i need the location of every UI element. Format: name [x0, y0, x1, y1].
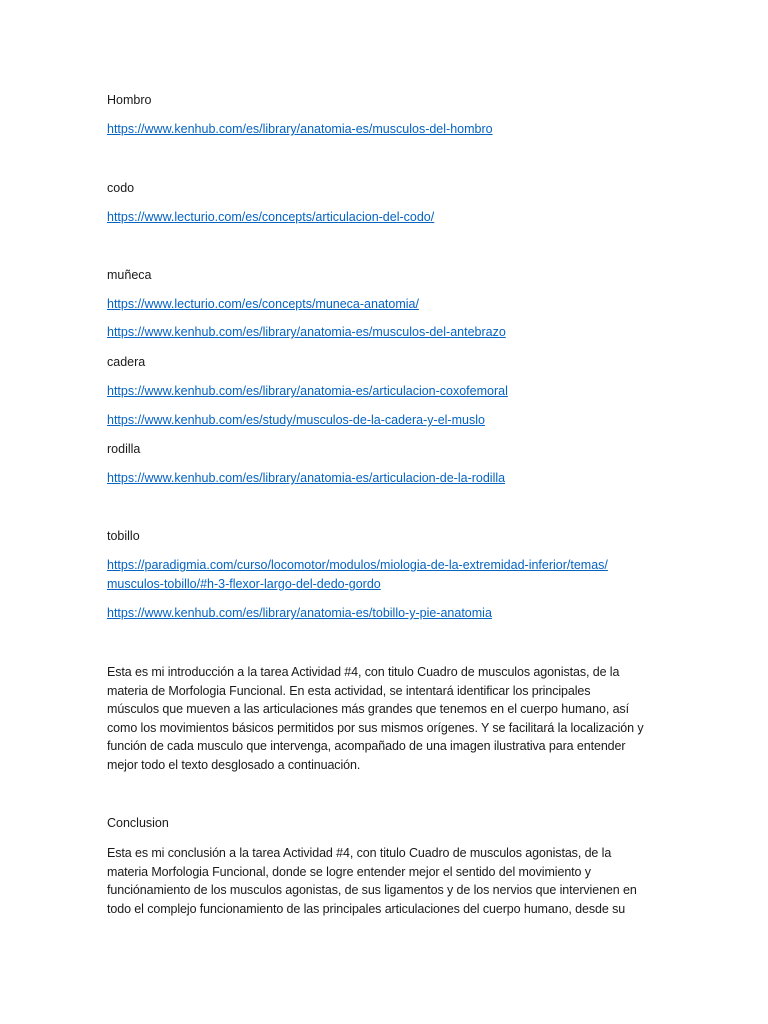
heading-codo: codo: [107, 181, 135, 195]
intro-line: como los movimientos básicos permitidos por sus mismos orígenes. Y se facilitará la localización y: [107, 720, 644, 735]
link-muneca-1[interactable]: https://www.lecturio.com/es/concepts/muneca-anatomia/: [107, 297, 419, 311]
link-tobillo-1-line-1: https://paradigmia.com/curso/locomotor/modulos/miologia-de-la-extremidad-inferior/temas/: [107, 558, 608, 572]
conclusion-line: materia Morfologia Funcional, donde se logre entender mejor el sentido del movimiento y: [107, 864, 591, 879]
heading-cadera: cadera: [107, 355, 146, 369]
link-rodilla-1[interactable]: https://www.kenhub.com/es/library/anatomia-es/articulacion-de-la-rodilla: [107, 471, 506, 485]
link-cadera-1[interactable]: https://www.kenhub.com/es/library/anatomia-es/articulacion-coxofemoral: [107, 384, 508, 398]
link-hombro-1[interactable]: https://www.kenhub.com/es/library/anatomia-es/musculos-del-hombro: [107, 122, 493, 136]
intro-line: músculos que mueven a las articulaciones más grandes que tenemos en el cuerpo humano, así: [107, 702, 629, 717]
heading-hombro: Hombro: [107, 93, 152, 107]
heading-tobillo: tobillo: [107, 529, 140, 543]
heading-rodilla: rodilla: [107, 442, 141, 456]
intro-paragraph: [107, 663, 667, 775]
link-muneca-2[interactable]: https://www.kenhub.com/es/library/anatomia-es/musculos-del-antebrazo: [107, 325, 506, 339]
intro-line: función de cada musculo que intervenga, acompañado de una imagen ilustrativa para entender: [107, 739, 626, 754]
link-tobillo-1[interactable]: [107, 556, 608, 594]
conclusion-line: Esta es mi conclusión a la tarea Actividad #4, con titulo Cuadro de musculos agonistas, de la: [107, 846, 612, 860]
link-tobillo-1-line-2: musculos-tobillo/#h-3-flexor-largo-del-dedo-gordo: [107, 577, 381, 591]
link-codo-1[interactable]: https://www.lecturio.com/es/concepts/articulacion-del-codo/: [107, 210, 435, 224]
link-tobillo-2[interactable]: https://www.kenhub.com/es/library/anatomia-es/tobillo-y-pie-anatomia: [107, 606, 492, 620]
conclusion-line: todo el complejo funcionamiento de las principales articulaciones del cuerpo humano, desde su: [107, 901, 626, 916]
intro-line: materia de Morfologia Funcional. En esta actividad, se intentará identificar los principales: [107, 683, 591, 698]
link-cadera-2[interactable]: https://www.kenhub.com/es/study/musculos-de-la-cadera-y-el-muslo: [107, 413, 485, 427]
intro-line: Esta es mi introducción a la tarea Actividad #4, con titulo Cuadro de musculos agonistas, de la: [107, 665, 620, 679]
intro-line: mejor todo el texto desglosado a continuación.: [107, 757, 361, 772]
heading-conclusion: Conclusion: [107, 816, 169, 830]
conclusion-line: funciónamiento de los musculos agonistas, de sus ligamentos y de los nervios que intervienen en: [107, 883, 637, 898]
conclusion-paragraph: [107, 844, 667, 918]
heading-muneca: muñeca: [107, 268, 152, 282]
